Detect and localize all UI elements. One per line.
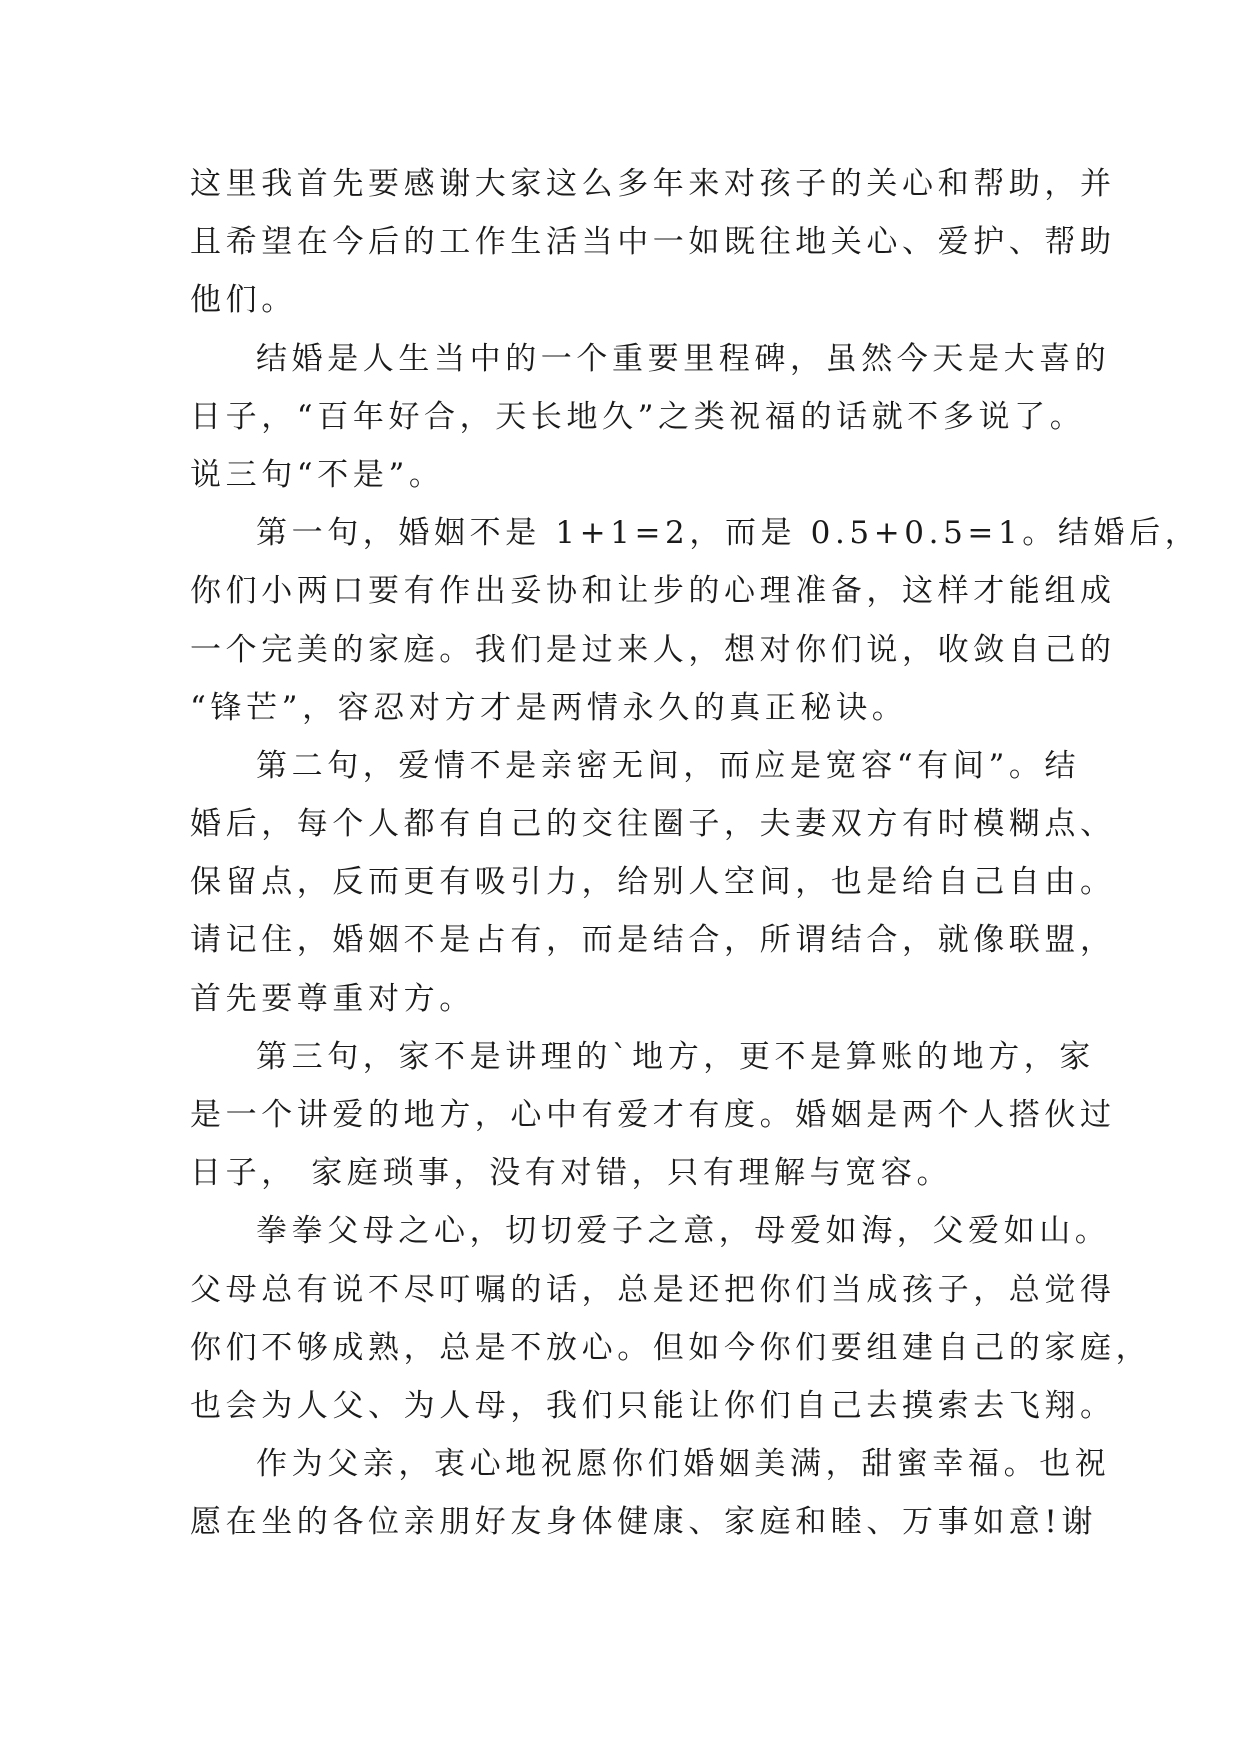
paragraph-first-line: 第一句，婚姻不是 1+1=2，而是 0.5+0.5=1。结婚后， <box>256 515 1201 552</box>
text-line: 你们不够成熟，总是不放心。但如今你们要组建自己的家庭， <box>190 1329 1152 1366</box>
paragraph-first-line: 第三句，家不是讲理的`地方，更不是算账的地方，家 <box>256 1038 1095 1075</box>
text-line: 也会为人父、为人母，我们只能让你们自己去摸索去飞翔。 <box>190 1387 1116 1424</box>
text-line: 这里我首先要感谢大家这么多年来对孩子的关心和帮助，并 <box>190 166 1116 202</box>
text-line: 他们。 <box>190 282 297 319</box>
text-line: “锋芒”，容忍对方才是两情永久的真正秘诀。 <box>190 689 908 726</box>
text-line: 父母总有说不尽叮嘱的话，总是还把你们当成孩子，总觉得 <box>190 1271 1116 1308</box>
text-line: 且希望在今后的工作生活当中一如既往地关心、爱护、帮助 <box>190 224 1116 261</box>
text-line: 你们小两口要有作出妥协和让步的心理准备，这样才能组成 <box>190 573 1116 610</box>
paragraph-first-line: 第二句，爱情不是亲密无间，而应是宽容“有间”。结 <box>256 747 1081 784</box>
text-line: 是一个讲爱的地方，心中有爱才有度。婚姻是两个人搭伙过 <box>190 1097 1116 1133</box>
text-line: 日子， 家庭琐事，没有对错，只有理解与宽容。 <box>190 1155 953 1192</box>
text-line: 愿在坐的各位亲朋好友身体健康、家庭和睦、万事如意!谢 <box>190 1504 1098 1541</box>
text-line: 首先要尊重对方。 <box>190 980 475 1017</box>
text-line: 保留点，反而更有吸引力，给别人空间，也是给自己自由。 <box>190 864 1116 901</box>
paragraph-first-line: 结婚是人生当中的一个重要里程碑，虽然今天是大喜的 <box>256 340 1111 377</box>
text-line: 说三句“不是”。 <box>190 456 445 493</box>
text-line: 婚后，每个人都有自己的交往圈子，夫妻双方有时模糊点、 <box>190 806 1116 843</box>
text-line: 一个完美的家庭。我们是过来人，想对你们说，收敛自己的 <box>190 631 1116 668</box>
paragraph-first-line: 作为父亲，衷心地祝愿你们婚姻美满，甜蜜幸福。也祝 <box>256 1446 1111 1483</box>
paragraph-first-line: 拳拳父母之心，切切爱子之意，母爱如海，父爱如山。 <box>256 1213 1111 1250</box>
text-line: 日子，“百年好合，天长地久”之类祝福的话就不多说了。 <box>190 398 1086 435</box>
text-line: 请记住，婚姻不是占有，而是结合，所谓结合，就像联盟， <box>190 922 1116 959</box>
speech-text-body <box>190 155 1201 1552</box>
